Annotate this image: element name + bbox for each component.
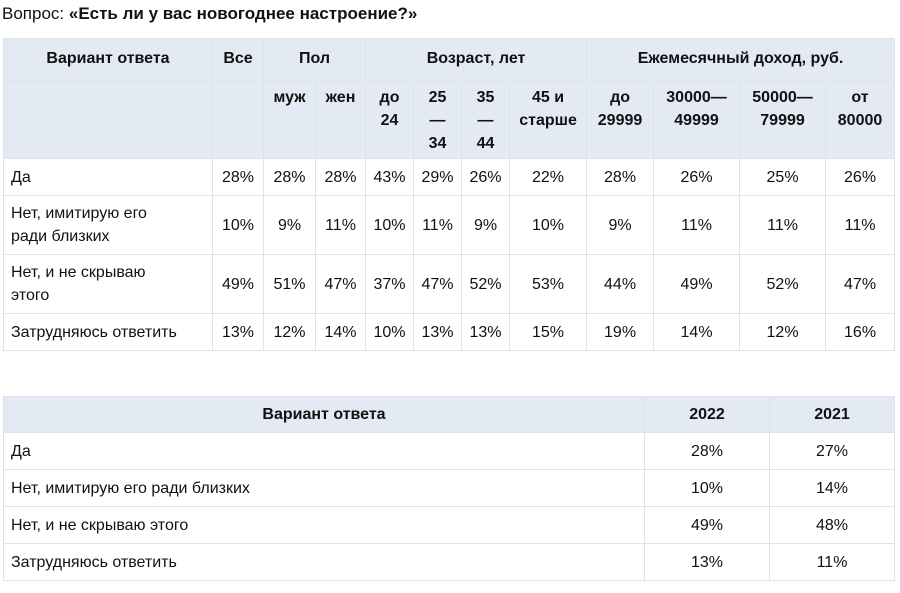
value-cell: 28%: [316, 159, 366, 196]
text-line: до: [610, 89, 630, 106]
text-line: Нет, и не скрываю: [11, 264, 146, 281]
text-line: до: [379, 89, 400, 106]
value-cell: 51%: [264, 255, 316, 314]
value-cell: 13%: [645, 544, 770, 581]
value-cell: 53%: [510, 255, 587, 314]
value-cell: 16%: [826, 314, 895, 351]
subheader-cell: [826, 82, 895, 159]
value-cell: 10%: [645, 470, 770, 507]
value-cell: 11%: [414, 196, 462, 255]
t2-header-2022: 2022: [645, 397, 770, 433]
text-line: ради близких: [11, 228, 110, 245]
text-line: 24: [380, 112, 399, 129]
header-answer-blank: [4, 82, 213, 159]
subheader-cell: [366, 82, 414, 159]
value-cell: 25%: [740, 159, 826, 196]
subheader-cell: [740, 82, 826, 159]
row-label: [4, 196, 213, 255]
header-gender: Пол: [264, 39, 366, 82]
value-cell: 13%: [213, 314, 264, 351]
subheader-cell: [316, 82, 366, 159]
value-cell: 14%: [770, 470, 895, 507]
table-row: [4, 544, 895, 581]
value-cell: 11%: [654, 196, 740, 255]
breakdown-table: [3, 38, 895, 351]
value-cell: 26%: [826, 159, 895, 196]
header-all-blank: [213, 82, 264, 159]
text-line: Да: [11, 168, 31, 186]
value-cell: 11%: [826, 196, 895, 255]
header-income: Ежемесячный доход, руб.: [587, 39, 895, 82]
value-cell: 9%: [264, 196, 316, 255]
text-line: 44: [476, 135, 495, 152]
text-line: Нет, имитирую его: [11, 205, 147, 222]
header-answer: Вариант ответа: [4, 39, 213, 82]
text-line: жен: [325, 89, 356, 106]
value-cell: 28%: [213, 159, 264, 196]
subheader-cell: [510, 82, 587, 159]
text-line: 45 и: [531, 89, 565, 106]
value-cell: 28%: [645, 433, 770, 470]
table-row: [4, 314, 895, 351]
value-cell: 13%: [462, 314, 510, 351]
value-cell: 47%: [826, 255, 895, 314]
value-cell: 47%: [316, 255, 366, 314]
table-row: [4, 433, 895, 470]
text-line: старше: [519, 112, 577, 129]
text-line: 25: [428, 89, 447, 106]
value-cell: 26%: [462, 159, 510, 196]
text-line: 80000: [837, 112, 883, 129]
t2-header-2021: 2021: [770, 397, 895, 433]
table-row: [4, 255, 895, 314]
header-all: Все: [213, 39, 264, 82]
value-cell: 29%: [414, 159, 462, 196]
header-age: Возраст, лет: [366, 39, 587, 82]
text-line: 49999: [674, 112, 719, 129]
value-cell: 12%: [740, 314, 826, 351]
row-label: Да: [4, 433, 645, 470]
value-cell: 10%: [366, 314, 414, 351]
row-label: Затрудняюсь ответить: [4, 544, 645, 581]
text-line: 35: [476, 89, 495, 106]
value-cell: 14%: [654, 314, 740, 351]
table-row: [4, 159, 895, 196]
question-text: «Есть ли у вас новогоднее настроение?»: [68, 4, 418, 23]
value-cell: 47%: [414, 255, 462, 314]
value-cell: 37%: [366, 255, 414, 314]
value-cell: 19%: [587, 314, 654, 351]
value-cell: 49%: [645, 507, 770, 544]
text-line: 30000—: [666, 89, 727, 106]
text-line: —: [477, 112, 494, 129]
value-cell: 10%: [510, 196, 587, 255]
text-line: 50000—: [752, 89, 813, 106]
value-cell: 14%: [316, 314, 366, 351]
value-cell: 11%: [770, 544, 895, 581]
value-cell: 9%: [587, 196, 654, 255]
value-cell: 44%: [587, 255, 654, 314]
value-cell: 28%: [587, 159, 654, 196]
value-cell: 12%: [264, 314, 316, 351]
t2-header-answer: Вариант ответа: [4, 397, 645, 433]
text-line: 34: [428, 135, 447, 152]
text-line: от: [851, 89, 869, 106]
subheader-cell: [654, 82, 740, 159]
subheader-cell: [462, 82, 510, 159]
value-cell: 11%: [316, 196, 366, 255]
row-label: [4, 314, 213, 351]
text-line: муж: [273, 89, 306, 106]
text-line: 79999: [760, 112, 805, 129]
value-cell: 43%: [366, 159, 414, 196]
table-row: [4, 470, 895, 507]
value-cell: 48%: [770, 507, 895, 544]
text-line: 29999: [597, 112, 643, 129]
value-cell: 52%: [740, 255, 826, 314]
value-cell: 15%: [510, 314, 587, 351]
row-label: Нет, и не скрываю этого: [4, 507, 645, 544]
value-cell: 10%: [213, 196, 264, 255]
value-cell: 52%: [462, 255, 510, 314]
value-cell: 49%: [654, 255, 740, 314]
subheader-cell: [264, 82, 316, 159]
value-cell: 13%: [414, 314, 462, 351]
text-line: Затрудняюсь ответить: [11, 323, 177, 341]
value-cell: 22%: [510, 159, 587, 196]
question-prefix: Вопрос:: [2, 4, 69, 23]
value-cell: 11%: [740, 196, 826, 255]
subheader-cell: [414, 82, 462, 159]
value-cell: 26%: [654, 159, 740, 196]
yearly-comparison-table: [3, 396, 895, 581]
table-row: [4, 507, 895, 544]
value-cell: 28%: [264, 159, 316, 196]
value-cell: 49%: [213, 255, 264, 314]
value-cell: 9%: [462, 196, 510, 255]
text-line: —: [429, 112, 446, 129]
question-line: [2, 3, 417, 25]
text-line: этого: [11, 287, 50, 304]
row-label: [4, 159, 213, 196]
value-cell: 27%: [770, 433, 895, 470]
row-label: Нет, имитирую его ради близких: [4, 470, 645, 507]
subheader-cell: [587, 82, 654, 159]
value-cell: 10%: [366, 196, 414, 255]
table-row: [4, 196, 895, 255]
row-label: [4, 255, 213, 314]
